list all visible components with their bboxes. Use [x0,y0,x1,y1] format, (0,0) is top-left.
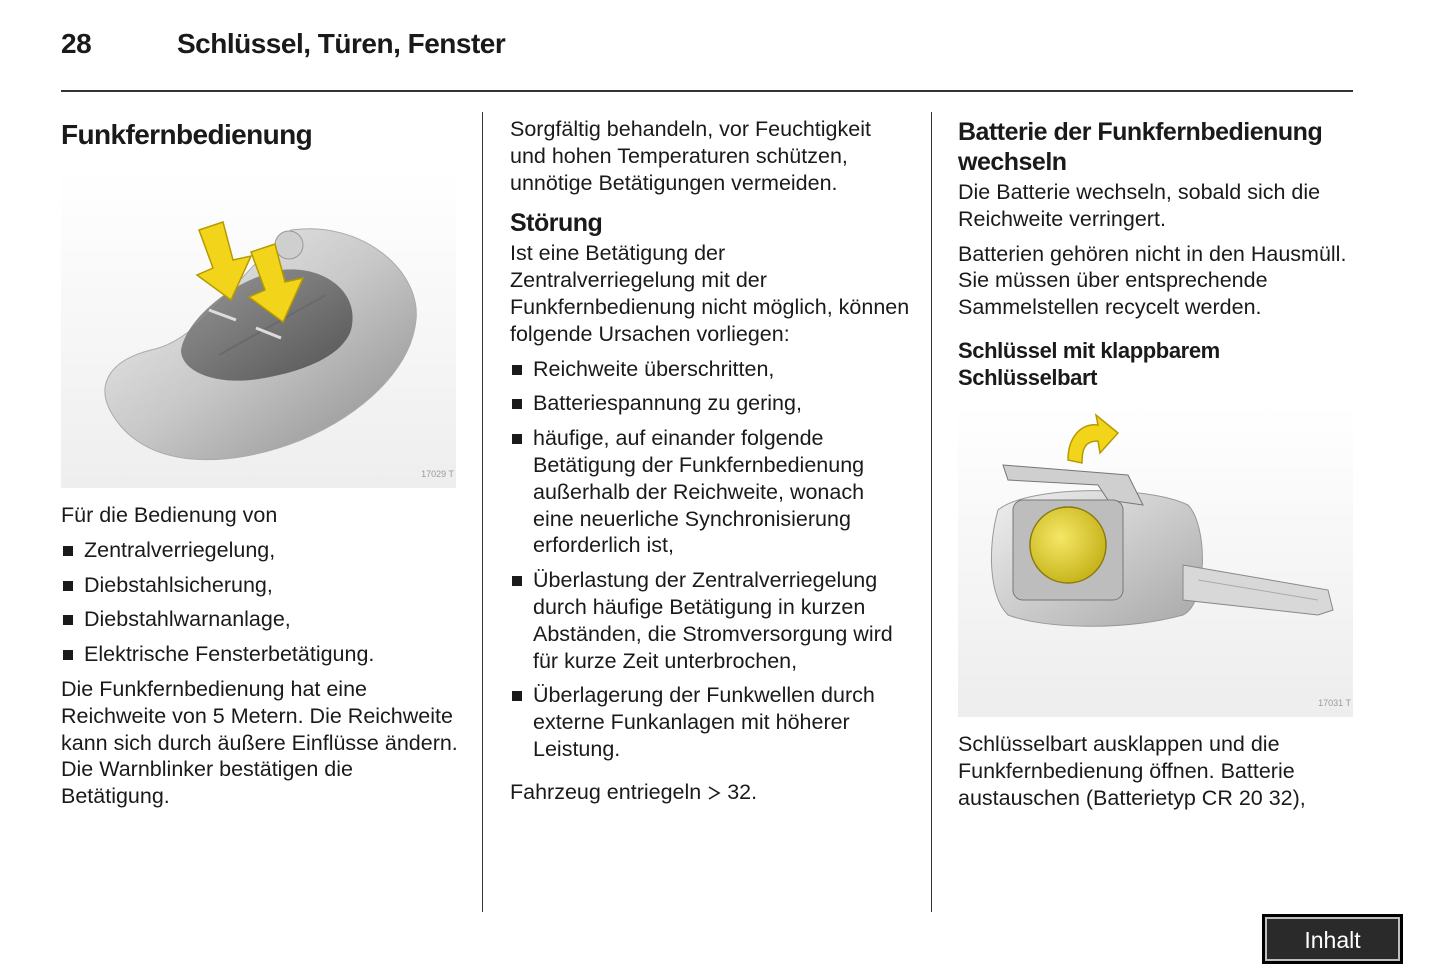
column-1 [61,112,461,818]
list-item: Überlastung der Zentralverriegelung durch häufige Betätigung in kurzen Abständen, die Stromversorgung wird für kurze Zeit unterbrochen, [510,567,910,674]
list-item: Reichweite überschritten, [510,356,910,383]
list-item: Elektrische Fensterbetätigung. [61,641,461,668]
list-item: häufige, auf einander folgende Betätigung der Funkfernbedienung außerhalb der Reichweite, wonach eine neuerliche Synchronisierung erforderlich ist, [510,425,910,559]
paragraph-battery-replace: Schlüsselbart ausklappen und die Funkfernbedienung öffnen. Batterie austauschen (Batterietyp CR 20 32), [958,731,1306,810]
page-number: 28 [61,28,92,59]
figure-code: 17029 T [421,469,454,480]
xref-page[interactable]: 32. [727,779,758,804]
remote-key-illustration [61,170,456,488]
xref-label[interactable]: Fahrzeug entriegeln [510,779,702,804]
column-3 [958,114,1353,819]
section-heading-battery: Batterie der Funkfernbedienung wechseln [958,118,1323,176]
paragraph-care: Sorgfältig behandeln, vor Feuchtigkeit und hohen Temperaturen schützen, unnötige Betätigungen vermeiden. [510,117,871,195]
function-list [61,537,461,668]
battery-figure [958,405,1353,717]
column-divider-2 [931,112,932,912]
column-divider-1 [482,112,483,912]
subheading-folding-key: Schlüssel mit klappbarem Schlüsselbart [958,337,1220,390]
paragraph-range: Die Funkfernbedienung hat eine Reichweite von 5 Metern. Die Reichweite kann sich durch äußere Einflüsse ändern. Die Warnblinker bestätigen die Betätigung. [61,676,458,809]
page-reference-icon [707,785,721,801]
list-item: Diebstahlsicherung, [61,572,461,599]
cross-reference[interactable] [510,779,910,806]
figure-code: 17031 T [1318,698,1351,709]
paragraph-fault: Ist eine Betätigung der Zentralverriegelung mit der Funkfernbedienung nicht möglich, können folgende Ursachen vorliegen: [510,241,910,346]
list-item: Zentralverriegelung, [61,537,461,564]
chapter-title: Schlüssel, Türen, Fenster [177,28,506,59]
list-item: Batteriespannung zu gering, [510,390,910,417]
remote-key-figure [61,170,456,488]
paragraph-intro: Für die Bedienung von [61,503,278,527]
column-2 [510,116,910,814]
contents-button[interactable]: Inhalt [1262,914,1403,964]
section-heading-fault: Störung [510,209,603,238]
list-item: Überlagerung der Funkwellen durch externe Funkanlagen mit höherer Leistung. [510,682,910,762]
list-item: Diebstahlwarnanlage, [61,606,461,633]
section-heading-remote: Funkfernbedienung [61,119,313,150]
page-header [61,28,1353,68]
paragraph-battery-disposal: Batterien gehören nicht in den Hausmüll. Sie müssen über entsprechende Sammelstellen recycelt werden. [958,241,1347,320]
fault-causes-list [510,356,910,763]
battery-illustration [958,405,1353,717]
header-divider [61,90,1353,92]
paragraph-battery-change: Die Batterie wechseln, sobald sich die Reichweite verringert. [958,180,1321,231]
